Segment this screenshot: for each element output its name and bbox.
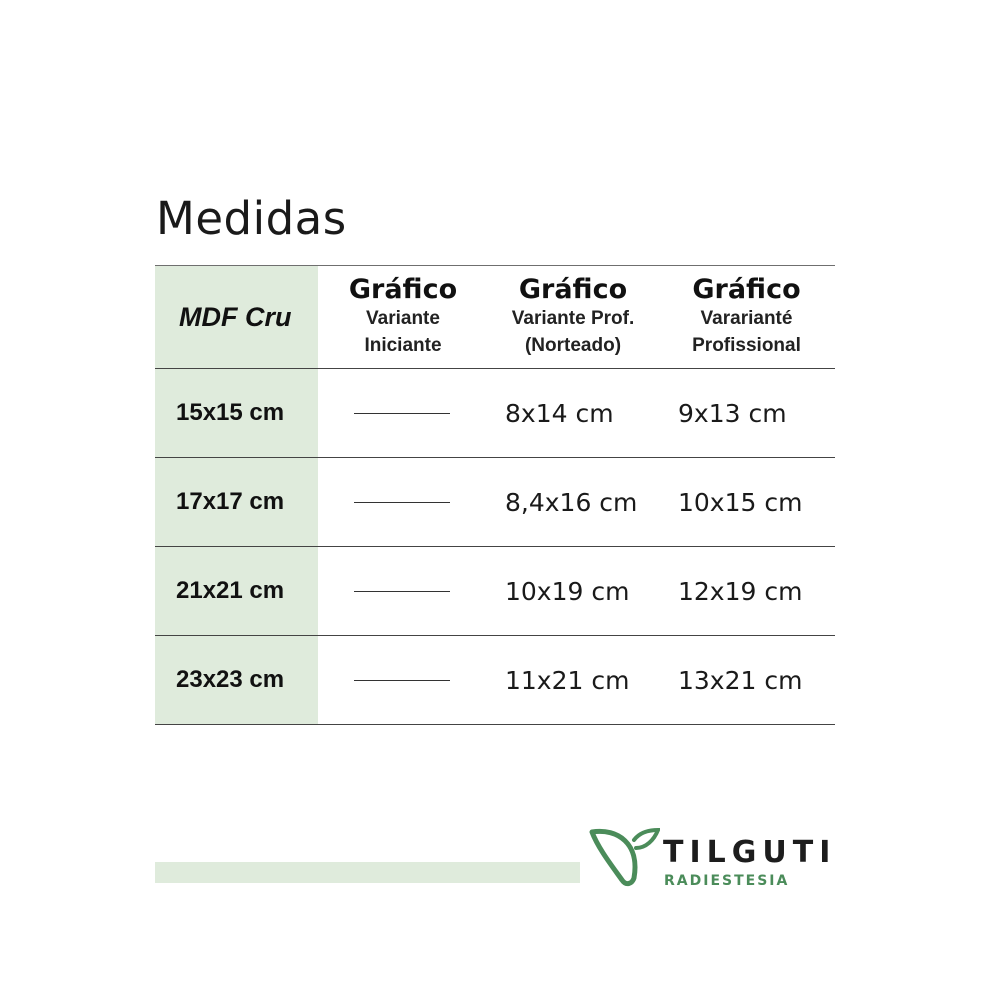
norteado-value: 8,4x16 cm: [505, 487, 638, 517]
measurements-table: [155, 265, 835, 725]
table-row: [155, 458, 835, 547]
table-row: [155, 547, 835, 636]
iniciante-cell: [318, 458, 488, 546]
column-name: Gráfico: [348, 274, 458, 305]
column-subtitle: Variante Prof. (Norteado): [511, 308, 635, 356]
brand-name: TILGUTI: [663, 835, 837, 870]
size-label: 21x21 cm: [176, 577, 285, 604]
size-cell: [155, 547, 318, 635]
table-row: [155, 636, 835, 725]
column-subtitle: Vararianté Profissional: [692, 308, 801, 356]
column-name: Gráfico: [518, 274, 628, 305]
not-available-dash: [354, 591, 450, 592]
size-cell: [155, 458, 318, 546]
column-subtitle: Variante Iniciante: [364, 308, 442, 356]
not-available-dash: [354, 502, 450, 503]
iniciante-cell: [318, 636, 488, 724]
size-label: 15x15 cm: [176, 399, 285, 426]
profissional-cell: [658, 458, 835, 546]
profissional-cell: [658, 547, 835, 635]
norteado-cell: [488, 636, 658, 724]
iniciante-cell: [318, 547, 488, 635]
norteado-cell: [488, 458, 658, 546]
not-available-dash: [354, 413, 450, 414]
size-label: 23x23 cm: [176, 666, 285, 693]
profissional-value: 12x19 cm: [678, 576, 803, 606]
size-cell: [155, 369, 318, 457]
column-name: Gráfico: [692, 274, 801, 305]
footer-accent-bar: [155, 862, 580, 883]
profissional-value: 10x15 cm: [678, 487, 803, 517]
norteado-value: 11x21 cm: [505, 665, 630, 695]
norteado-value: 8x14 cm: [505, 398, 614, 428]
table-header-row: [155, 266, 835, 369]
profissional-value: 9x13 cm: [678, 398, 787, 428]
not-available-dash: [354, 680, 450, 681]
size-cell: [155, 636, 318, 724]
page-title: Medidas: [156, 192, 347, 245]
norteado-value: 10x19 cm: [505, 576, 630, 606]
profissional-value: 13x21 cm: [678, 665, 803, 695]
column-header-profissional: [658, 266, 835, 368]
profissional-cell: [658, 369, 835, 457]
brand-tagline: RADIESTESIA: [664, 873, 790, 889]
column-header-iniciante: [318, 266, 488, 368]
iniciante-cell: [318, 369, 488, 457]
corner-cell: [155, 266, 318, 368]
norteado-cell: [488, 369, 658, 457]
column-header-norteado: [488, 266, 658, 368]
table-row: [155, 369, 835, 458]
corner-label: MDF Cru: [179, 301, 292, 332]
profissional-cell: [658, 636, 835, 724]
norteado-cell: [488, 547, 658, 635]
leaf-logo-icon: [588, 826, 660, 893]
size-label: 17x17 cm: [176, 488, 285, 515]
